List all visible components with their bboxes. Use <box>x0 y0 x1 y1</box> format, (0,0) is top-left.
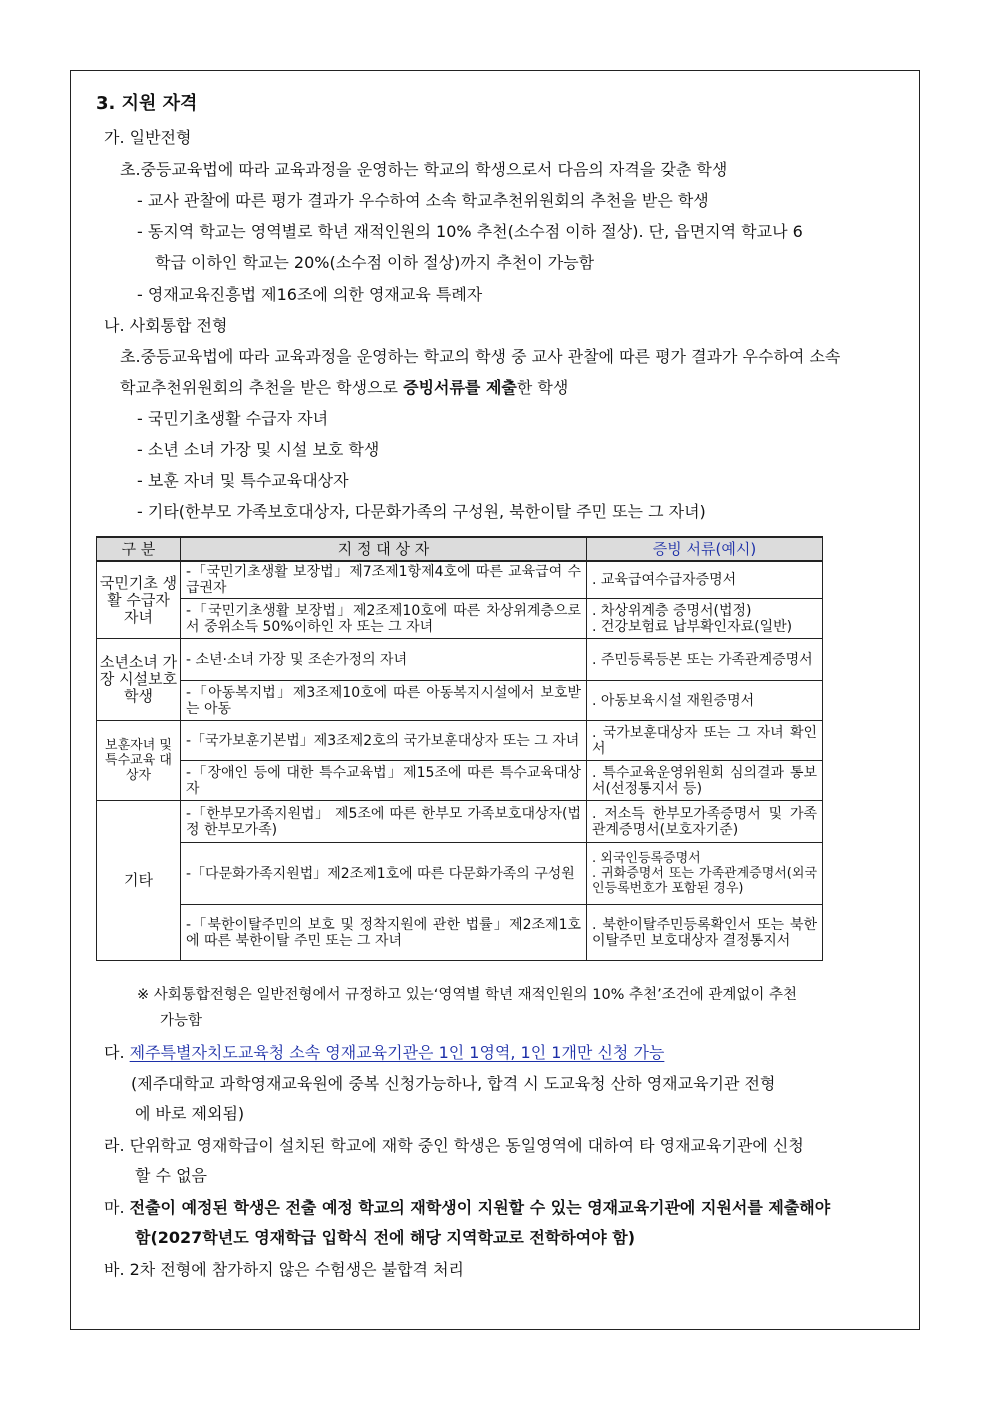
heading-social: 나. 사회통합 전형 <box>104 316 228 335</box>
header-category: 구 분 <box>97 537 181 561</box>
table-row <box>97 801 823 843</box>
table-header-row <box>97 537 823 561</box>
target-cell: -「국가보훈기본법」제3조제2호의 국가보훈대상자 또는 그 자녀 <box>181 721 587 761</box>
table-row <box>97 761 823 801</box>
social-item: - 국민기초생활 수급자 자녀 <box>137 409 329 428</box>
doc-cell: . 저소득 한부모가족증명서 및 가족관계증명서(보호자기준) <box>587 801 823 843</box>
header-target: 지 정 대 상 자 <box>181 537 587 561</box>
category-cell: 국민기초 생활 수급자 자녀 <box>97 561 181 639</box>
category-cell: 소년소녀 가장 시설보호학생 <box>97 639 181 721</box>
item-e <box>104 1198 830 1218</box>
section-title: 3. 지원 자격 <box>96 93 198 114</box>
doc-cell: . 교육급여수급자증명서 <box>587 561 823 599</box>
table-row <box>97 681 823 721</box>
category-cell: 기타 <box>97 801 181 961</box>
doc-cell: . 외국인등록증명서 . 귀화증명서 또는 가족관계증명서(외국인등록번호가 포함된 경우) <box>587 843 823 905</box>
category-cell: 보훈자녀 및 특수교육 대상자 <box>97 721 181 801</box>
social-intro-2 <box>120 378 568 398</box>
doc-cell: . 북한이탈주민등록확인서 또는 북한이탈주민 보호대상자 결정통지서 <box>587 905 823 961</box>
social-intro-pre: 학교추천위원회의 추천을 받은 학생으로 <box>120 378 404 397</box>
social-item: - 기타(한부모 가족보호대상자, 다문화가족의 구성원, 북한이탈 주민 또는 그 자녀) <box>137 502 706 521</box>
doc-cell: . 차상위계층 증명서(법정) . 건강보험료 납부확인자료(일반) <box>587 599 823 639</box>
table-row <box>97 905 823 961</box>
target-cell: -「북한이탈주민의 보호 및 정착지원에 관한 법률」제2조제1호에 따른 북한이탈 주민 또는 그 자녀 <box>181 905 587 961</box>
target-cell: -「아동복지법」제3조제10호에 따른 아동복지시설에서 보호받는 아동 <box>181 681 587 721</box>
table-row <box>97 639 823 681</box>
doc-cell: . 국가보훈대상자 또는 그 자녀 확인서 <box>587 721 823 761</box>
item-d-cont: 할 수 없음 <box>135 1166 207 1185</box>
doc-cell: . 특수교육운영위원회 심의결과 통보서(선정통지서 등) <box>587 761 823 801</box>
general-item: - 동지역 학교는 영역별로 학년 재적인원의 10% 추천(소수점 이하 절상). 단, 읍면지역 학교나 6 <box>137 222 803 241</box>
target-cell: -「한부모가족지원법」 제5조에 따른 한부모 가족보호대상자(법정 한부모가족) <box>181 801 587 843</box>
note-line-cont: 가능함 <box>160 1013 203 1029</box>
note-line: ※ 사회통합전형은 일반전형에서 규정하고 있는‘영역별 학년 재적인원의 10% 추천’조건에 관계없이 추천 <box>137 987 797 1003</box>
table-row <box>97 721 823 761</box>
table-row <box>97 561 823 599</box>
social-intro-bold: 증빙서류를 제출 <box>403 378 517 397</box>
general-item: - 영재교육진흥법 제16조에 의한 영재교육 특례자 <box>137 285 483 304</box>
target-cell: -「국민기초생활 보장법」제2조제10호에 따른 차상위계층으로서 중위소득 50%이하인 자 또는 그 자녀 <box>181 599 587 639</box>
social-item: - 소년 소녀 가장 및 시설 보호 학생 <box>137 440 380 459</box>
social-intro-post: 한 학생 <box>516 378 569 397</box>
general-intro: 초.중등교육법에 따라 교육과정을 운영하는 학교의 학생으로서 다음의 자격을 갖춘 학생 <box>120 160 728 179</box>
item-d: 라. 단위학교 영재학급이 설치된 학교에 재학 중인 학생은 동일영역에 대하여 타 영재교육기관에 신청 <box>104 1136 804 1155</box>
item-c-highlight: 제주특별자치도교육청 소속 영재교육기관은 1인 1영역, 1인 1개만 신청 가능 <box>129 1043 665 1062</box>
table-row <box>97 599 823 639</box>
item-e-bold: 전출이 예정된 학생은 전출 예정 학교의 재학생이 지원할 수 있는 영재교육기관에 지원서를 제출해야 <box>129 1198 831 1217</box>
target-cell: -「장애인 등에 대한 특수교육법」제15조에 따른 특수교육대상자 <box>181 761 587 801</box>
heading-general: 가. 일반전형 <box>104 128 192 147</box>
general-item-cont: 학급 이하인 학교는 20%(소수점 이하 절상)까지 추천이 가능함 <box>155 253 595 272</box>
target-cell: -「국민기초생활 보장법」제7조제1항제4호에 따른 교육급여 수급권자 <box>181 561 587 599</box>
social-intro-1: 초.중등교육법에 따라 교육과정을 운영하는 학교의 학생 중 교사 관찰에 따른 평가 결과가 우수하여 소속 <box>120 347 841 366</box>
header-documents: 증빙 서류(예시) <box>587 537 823 561</box>
doc-cell: . 아동보육시설 재원증명서 <box>587 681 823 721</box>
item-e-cont: 함(2027학년도 영재학급 입학식 전에 해당 지역학교로 전학하여야 함) <box>135 1228 636 1247</box>
item-c-sub: (제주대학교 과학영재교육원에 중복 신청가능하나, 합격 시 도교육청 산하 영재교육기관 전형 <box>131 1074 776 1093</box>
table-row <box>97 843 823 905</box>
social-item: - 보훈 자녀 및 특수교육대상자 <box>137 471 349 490</box>
target-cell: -「다문화가족지원법」제2조제1호에 따른 다문화가족의 구성원 <box>181 843 587 905</box>
item-e-label: 마. <box>104 1198 125 1217</box>
support-table <box>96 536 823 961</box>
general-item: - 교사 관찰에 따른 평가 결과가 우수하여 소속 학교추천위원회의 추천을 받은 학생 <box>137 191 709 210</box>
target-cell: - 소년·소녀 가장 및 조손가정의 자녀 <box>181 639 587 681</box>
item-f: 바. 2차 전형에 참가하지 않은 수험생은 불합격 처리 <box>104 1260 464 1279</box>
item-c-sub-cont: 에 바로 제외됨) <box>135 1104 245 1123</box>
doc-cell: . 주민등록등본 또는 가족관계증명서 <box>587 639 823 681</box>
item-c <box>104 1043 664 1063</box>
item-c-label: 다. <box>104 1043 125 1062</box>
